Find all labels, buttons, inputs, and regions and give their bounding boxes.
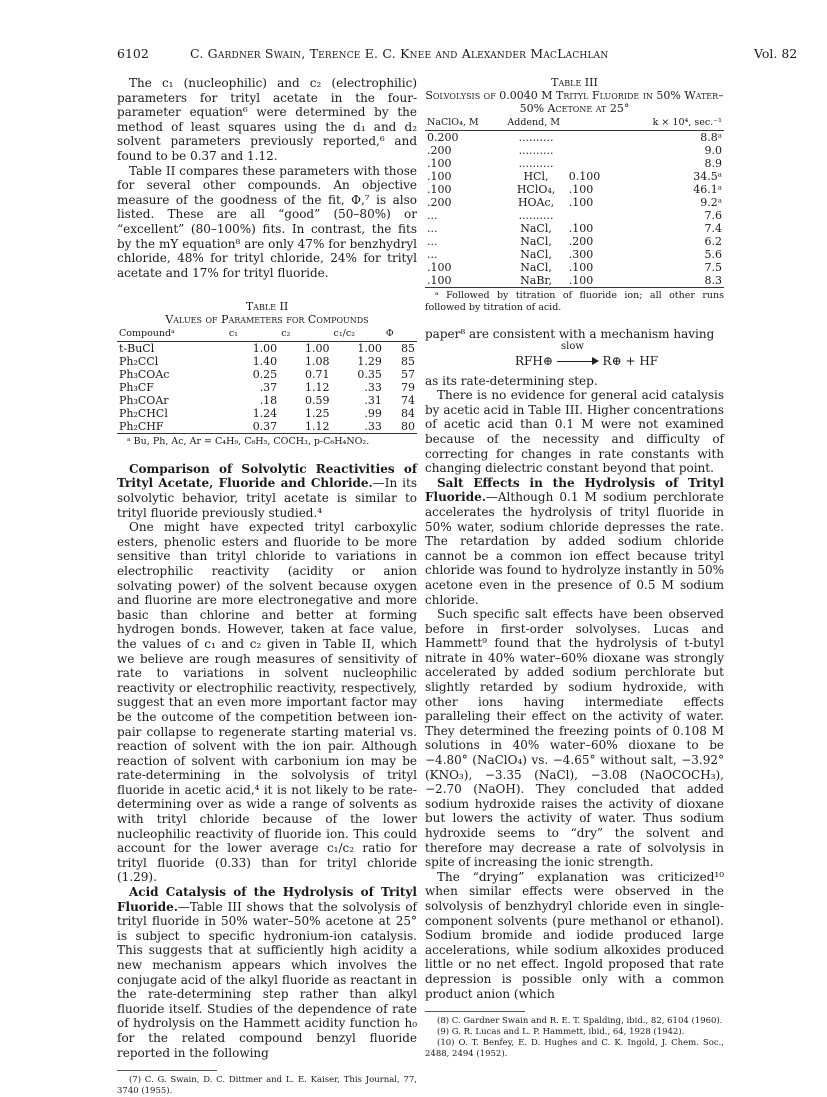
table-cell: .......... bbox=[518, 144, 554, 157]
table-row bbox=[425, 209, 724, 222]
section-text: —In its solvolytic behavior, trityl acetate is similar to trityl fluoride previously studied.⁴ bbox=[117, 476, 417, 520]
table-row bbox=[117, 420, 417, 434]
table-cell: Ph₂CHF bbox=[117, 420, 227, 434]
table-title: Solvolysis of 0.0040 M Trityl Fluoride in 50% Water–50% Acetone at 25° bbox=[425, 89, 724, 115]
table-cell: .100 bbox=[568, 261, 594, 274]
table-cell: .37 bbox=[259, 381, 278, 395]
table-row bbox=[425, 274, 724, 288]
equation-reactant: RFH⊕ bbox=[515, 353, 553, 368]
table-cell: 8.3 bbox=[618, 274, 724, 288]
table-row bbox=[117, 355, 417, 368]
table-row bbox=[425, 144, 724, 157]
table-row bbox=[425, 261, 724, 274]
table-cell: HCl, bbox=[523, 170, 549, 183]
table-cell: 57 bbox=[401, 368, 415, 382]
table-2 bbox=[117, 326, 417, 434]
table-header-cell: k × 10⁴, sec.⁻¹ bbox=[618, 115, 724, 131]
table-row bbox=[117, 342, 417, 356]
table-title: Values of Parameters for Compounds bbox=[165, 313, 369, 327]
table-header-cell: Addend, M bbox=[505, 115, 618, 131]
table-cell: 1.24 bbox=[252, 407, 278, 421]
table-cell: .31 bbox=[364, 394, 382, 408]
table-cell: .18 bbox=[259, 394, 278, 408]
table-cell bbox=[567, 131, 618, 145]
table-cell: 74 bbox=[401, 394, 415, 408]
table-cell: 46.1ᵃ bbox=[693, 183, 722, 196]
table-row bbox=[425, 222, 724, 235]
section-text: —Table III shows that the solvolysis of trityl fluoride in 50% water–50% acetone at 25° is subject to specific hydronium-ion catalysis. This suggests that at sufficiently high acidity a new mechanism appears which involves the conjugate acid of the alkyl fluoride as reactant in the rate-determining step rather than alkyl fluoride itself. Studies of the dependence of rate of hydrolysis on the Hammett acidity function h₀ for the related compound benzyl fluoride reported in the following bbox=[117, 899, 417, 1060]
table-row bbox=[425, 157, 724, 170]
paragraph bbox=[117, 885, 417, 1060]
table-cell: .100 bbox=[568, 222, 594, 235]
table-row bbox=[117, 394, 417, 407]
table-cell: 1.29 bbox=[357, 355, 382, 369]
left-column bbox=[117, 76, 417, 1097]
table-row bbox=[117, 368, 417, 381]
table-cell: .300 bbox=[568, 248, 594, 261]
table-cell: 84 bbox=[401, 407, 415, 421]
table-cell: 1.00 bbox=[305, 342, 330, 356]
table-cell: Ph₂CCl bbox=[119, 355, 159, 369]
table-cell: 1.12 bbox=[305, 381, 330, 395]
right-column bbox=[425, 76, 724, 1060]
table-cell: 0.25 bbox=[252, 368, 278, 382]
paragraph: The “drying” explanation was criticized¹⁰ when similar effects were observed in the solvolysis of benzhydryl chloride even in single-component solvents (pure methanol or ethanol). Sodium bromide and iodide produced large accelerations, while sodium alkoxides produced little or no net effect. Ingold proposed that rate depression is possible only with a common product anion (which bbox=[425, 869, 724, 1001]
equation-products: R⊕ + HF bbox=[602, 353, 659, 368]
table-label: Table II bbox=[245, 300, 289, 314]
table-cell: 85 bbox=[401, 342, 415, 356]
table-cell: .100 bbox=[425, 274, 505, 288]
table-cell: .100 bbox=[427, 157, 452, 170]
table-cell: ... bbox=[427, 209, 438, 222]
table-cell: .......... bbox=[518, 131, 554, 144]
running-header-authors: C. Gardner Swain, Terence E. C. Knee and Alexander MacLachlan bbox=[190, 46, 609, 61]
paragraph: Such specific salt effects have been observed before in first-order solvolyses. Lucas and Hammett⁹ found that the hydrolysis of t-butyl nitrate in 40% water–60% dioxane was strongly accelerated by added sodium perchlorate but slightly retarded by sodium hydroxide, with other ions having intermediate effects paralleling their effect on the activity of water. They determined the freezing points of 0.108 M solutions in 40% water–60% dioxane to be −4.80° (NaClO₄) vs. −4.65° without salt, −3.92° (KNO₃), −3.35 (NaCl), −3.08 (NaOCOCH₃), −2.70 (NaOH). They concluded that added sodium hydroxide raises the activity of dioxane but lowers the activity of water. Thus sodium hydroxide seems to “dry” the solvent and therefore may decrease a rate of solvolysis in spite of increasing the ionic strength. bbox=[425, 607, 724, 870]
table-cell: 7.5 bbox=[704, 261, 722, 274]
footnote: (9) G. R. Lucas and L. P. Hammett, ibid., 64, 1928 (1942). bbox=[437, 1027, 685, 1038]
section-title: Comparison of Solvolytic Reactivities of Trityl Acetate, Fluoride and Chloride. bbox=[117, 461, 417, 491]
section-text: —Although 0.1 M sodium perchlorate accelerates the hydrolysis of trityl fluoride in 50% water, sodium chloride depresses the rate. The retardation by added sodium chloride cannot be a common ion effect because trityl chloride was found to hydrolyze instantly in 50% acetone even in the presence of 0.5 M sodium chloride. bbox=[425, 490, 724, 607]
reaction-arrow-icon bbox=[557, 356, 599, 366]
table-cell: 0.37 bbox=[227, 420, 279, 434]
footnote-rule bbox=[425, 1011, 525, 1012]
table-cell: t-BuCl bbox=[119, 342, 155, 356]
table-cell: Ph₂CHCl bbox=[119, 407, 168, 421]
volume-label: Vol. 82 bbox=[754, 46, 798, 61]
table-3 bbox=[425, 115, 724, 288]
table-header-cell: c₂ bbox=[279, 326, 331, 342]
table-cell: 8.8ᵃ bbox=[700, 131, 722, 144]
table-cell: 6.2 bbox=[704, 235, 722, 248]
paragraph bbox=[425, 476, 724, 607]
table-cell: 1.12 bbox=[279, 420, 331, 434]
table-cell: .33 bbox=[364, 381, 382, 395]
table-cell: .......... bbox=[518, 157, 554, 170]
table-body bbox=[425, 131, 724, 288]
table-cell: ... bbox=[427, 222, 438, 235]
section-title: Acid Catalysis of the Hydrolysis of Trityl Fluoride. bbox=[117, 885, 417, 914]
paragraph: as its rate-determining step. bbox=[425, 373, 598, 388]
table-cell: 1.00 bbox=[252, 342, 278, 356]
table-cell: 7.6 bbox=[704, 209, 722, 222]
table-cell: .99 bbox=[364, 407, 382, 421]
table-cell: .100 bbox=[427, 183, 452, 196]
table-cell: 9.2ᵃ bbox=[700, 196, 722, 209]
table-cell: 0.200 bbox=[427, 131, 459, 144]
arrow-label: slow bbox=[561, 340, 584, 352]
table-cell: .200 bbox=[427, 144, 452, 157]
table-cell: 1.00 bbox=[357, 342, 382, 356]
table-header-cell: c₁/c₂ bbox=[332, 326, 384, 342]
table-cell: .100 bbox=[568, 183, 594, 196]
table-header-cell: Φ bbox=[384, 326, 417, 342]
table-cell: 0.100 bbox=[568, 170, 601, 183]
table-cell: .100 bbox=[567, 274, 618, 288]
table-cell: Ph₃COAc bbox=[119, 368, 170, 382]
table-cell: 80 bbox=[384, 420, 417, 434]
paragraph: The c₁ (nucleophilic) and c₂ (electrophilic) parameters for trityl acetate in the four-parameter equation⁶ were determined by the method of least squares using the d₁ and d₂ solvent parameters previously reported,⁶ and found to be 0.37 and 1.12. bbox=[117, 76, 417, 163]
table-cell: .200 bbox=[568, 235, 594, 248]
table-row bbox=[117, 407, 417, 420]
table-cell: 7.4 bbox=[704, 222, 722, 235]
footnote: (8) C. Gardner Swain and R. E. T. Spalding, ibid., 82, 6104 (1960). bbox=[437, 1016, 723, 1027]
table-header-cell: Compoundᵃ bbox=[117, 326, 227, 342]
table-row bbox=[425, 183, 724, 196]
table-cell: 9.0 bbox=[704, 144, 722, 157]
paragraph bbox=[117, 462, 417, 520]
table-row bbox=[425, 196, 724, 209]
table-cell: Ph₃CF bbox=[119, 381, 154, 395]
table-cell: 34.5ᵃ bbox=[693, 170, 722, 183]
table-cell: .100 bbox=[568, 196, 594, 209]
table-footnote: ᵃ Bu, Ph, Ac, Ar = C₄H₉, C₆H₅, COCH₃, p-C₆H₄NO₂. bbox=[127, 436, 370, 448]
table-cell: NaCl, bbox=[520, 222, 552, 235]
page-number: 6102 bbox=[117, 46, 149, 61]
table-row bbox=[425, 131, 724, 145]
table-cell: 85 bbox=[401, 355, 415, 369]
table-row bbox=[425, 248, 724, 261]
table-cell: .100 bbox=[427, 261, 452, 274]
paragraph: paper⁸ are consistent with a mechanism having bbox=[425, 327, 715, 341]
table-cell: NaCl, bbox=[520, 248, 552, 261]
table-body bbox=[117, 342, 417, 434]
table-cell: NaCl, bbox=[520, 261, 552, 274]
table-row bbox=[425, 235, 724, 248]
footnote: (7) C. G. Swain, D. C. Dittmer and L. E. Kaiser, This Journal, 77, 3740 (1955). bbox=[117, 1075, 417, 1097]
table-cell bbox=[567, 144, 618, 157]
table-cell: HClO₄, bbox=[516, 183, 556, 196]
table-cell bbox=[567, 157, 618, 170]
table-cell: ... bbox=[427, 248, 438, 261]
table-row bbox=[117, 381, 417, 394]
table-cell: 0.35 bbox=[357, 368, 382, 382]
table-cell: NaBr, bbox=[505, 274, 566, 288]
reaction-equation bbox=[425, 340, 724, 370]
table-cell: NaCl, bbox=[520, 235, 552, 248]
table-cell: ... bbox=[427, 235, 438, 248]
table-footnote: ᵃ Followed by titration of fluoride ion; all other runs followed by titration of acid. bbox=[425, 290, 724, 313]
table-cell: 0.71 bbox=[305, 368, 330, 382]
table-cell: 0.59 bbox=[305, 394, 330, 408]
table-cell: 1.40 bbox=[252, 355, 278, 369]
table-cell: 8.9 bbox=[704, 157, 722, 170]
table-cell: Ph₃COAr bbox=[119, 394, 169, 408]
table-cell: 1.25 bbox=[305, 407, 330, 421]
section-title: Salt Effects in the Hydrolysis of Trityl Fluoride. bbox=[425, 475, 724, 505]
table-row bbox=[425, 170, 724, 183]
footnote: (10) O. T. Benfey, E. D. Hughes and C. K. Ingold, J. Chem. Soc., 2488, 2494 (1952). bbox=[425, 1038, 724, 1060]
table-cell bbox=[567, 209, 618, 222]
table-cell: 1.08 bbox=[305, 355, 330, 369]
table-cell: HOAc, bbox=[517, 196, 555, 209]
table-cell: 79 bbox=[401, 381, 415, 395]
paragraph: Table II compares these parameters with those for several other compounds. An objective measure of the goodness of the fit, Φ,⁷ is also listed. These are all “good” (50–80%) or “excellent” (80–100%) fits. In contrast, the fits by the mY equation⁸ are only 47% for benzhydryl chloride, 48% for trityl chloride, 24% for trityl acetate and 17% for trityl fluoride. bbox=[117, 163, 417, 280]
table-cell: .200 bbox=[427, 196, 452, 209]
paragraph: One might have expected trityl carboxylic esters, phenolic esters and fluoride to be more sensitive than trityl chloride to variations in electrophilic reactivity (acidity or anion solvating power) of the solvent because oxygen and fluorine are more electronegative and more basic than chlorine and better at forming hydrogen bonds. However, taken at face value, the values of c₁ and c₂ given in Table II, which we believe are rough measures of sensitivity of rate to variations in solvent nucleophilic reactivity or electrophilic reactivity, respectively, suggest that an even more important factor may be the outcome of the competition between ion-pair collapse to regenerate starting material vs. reaction of solvent with the ion pair. Although reaction of solvent with carbonium ion may be rate-determining in the solvolysis of trityl fluoride in acetic acid,⁴ it is not likely to be rate-determining over as wide a range of solvents as with trityl chloride because of the lower nucleophilic reactivity of fluoride ion. This could account for the lower average c₁/c₂ ratio for trityl fluoride (0.33) than for trityl chloride (1.29). bbox=[117, 520, 417, 885]
table-cell: 5.6 bbox=[704, 248, 722, 261]
table-label: Table III bbox=[551, 76, 598, 89]
table-cell: .......... bbox=[518, 209, 554, 222]
table-header-cell: c₁ bbox=[227, 326, 279, 342]
paragraph: There is no evidence for general acid catalysis by acetic acid in Table III. Higher concentrations of acetic acid than 0.1 M were not examined because of the necessity and difficulty of correcting for changes in rate constants with changing dielectric constant beyond that point. bbox=[425, 388, 724, 476]
table-cell: .100 bbox=[427, 170, 452, 183]
table-header-cell: NaClO₄, M bbox=[425, 115, 505, 131]
table-cell: .33 bbox=[332, 420, 384, 434]
footnote-rule bbox=[117, 1070, 217, 1071]
